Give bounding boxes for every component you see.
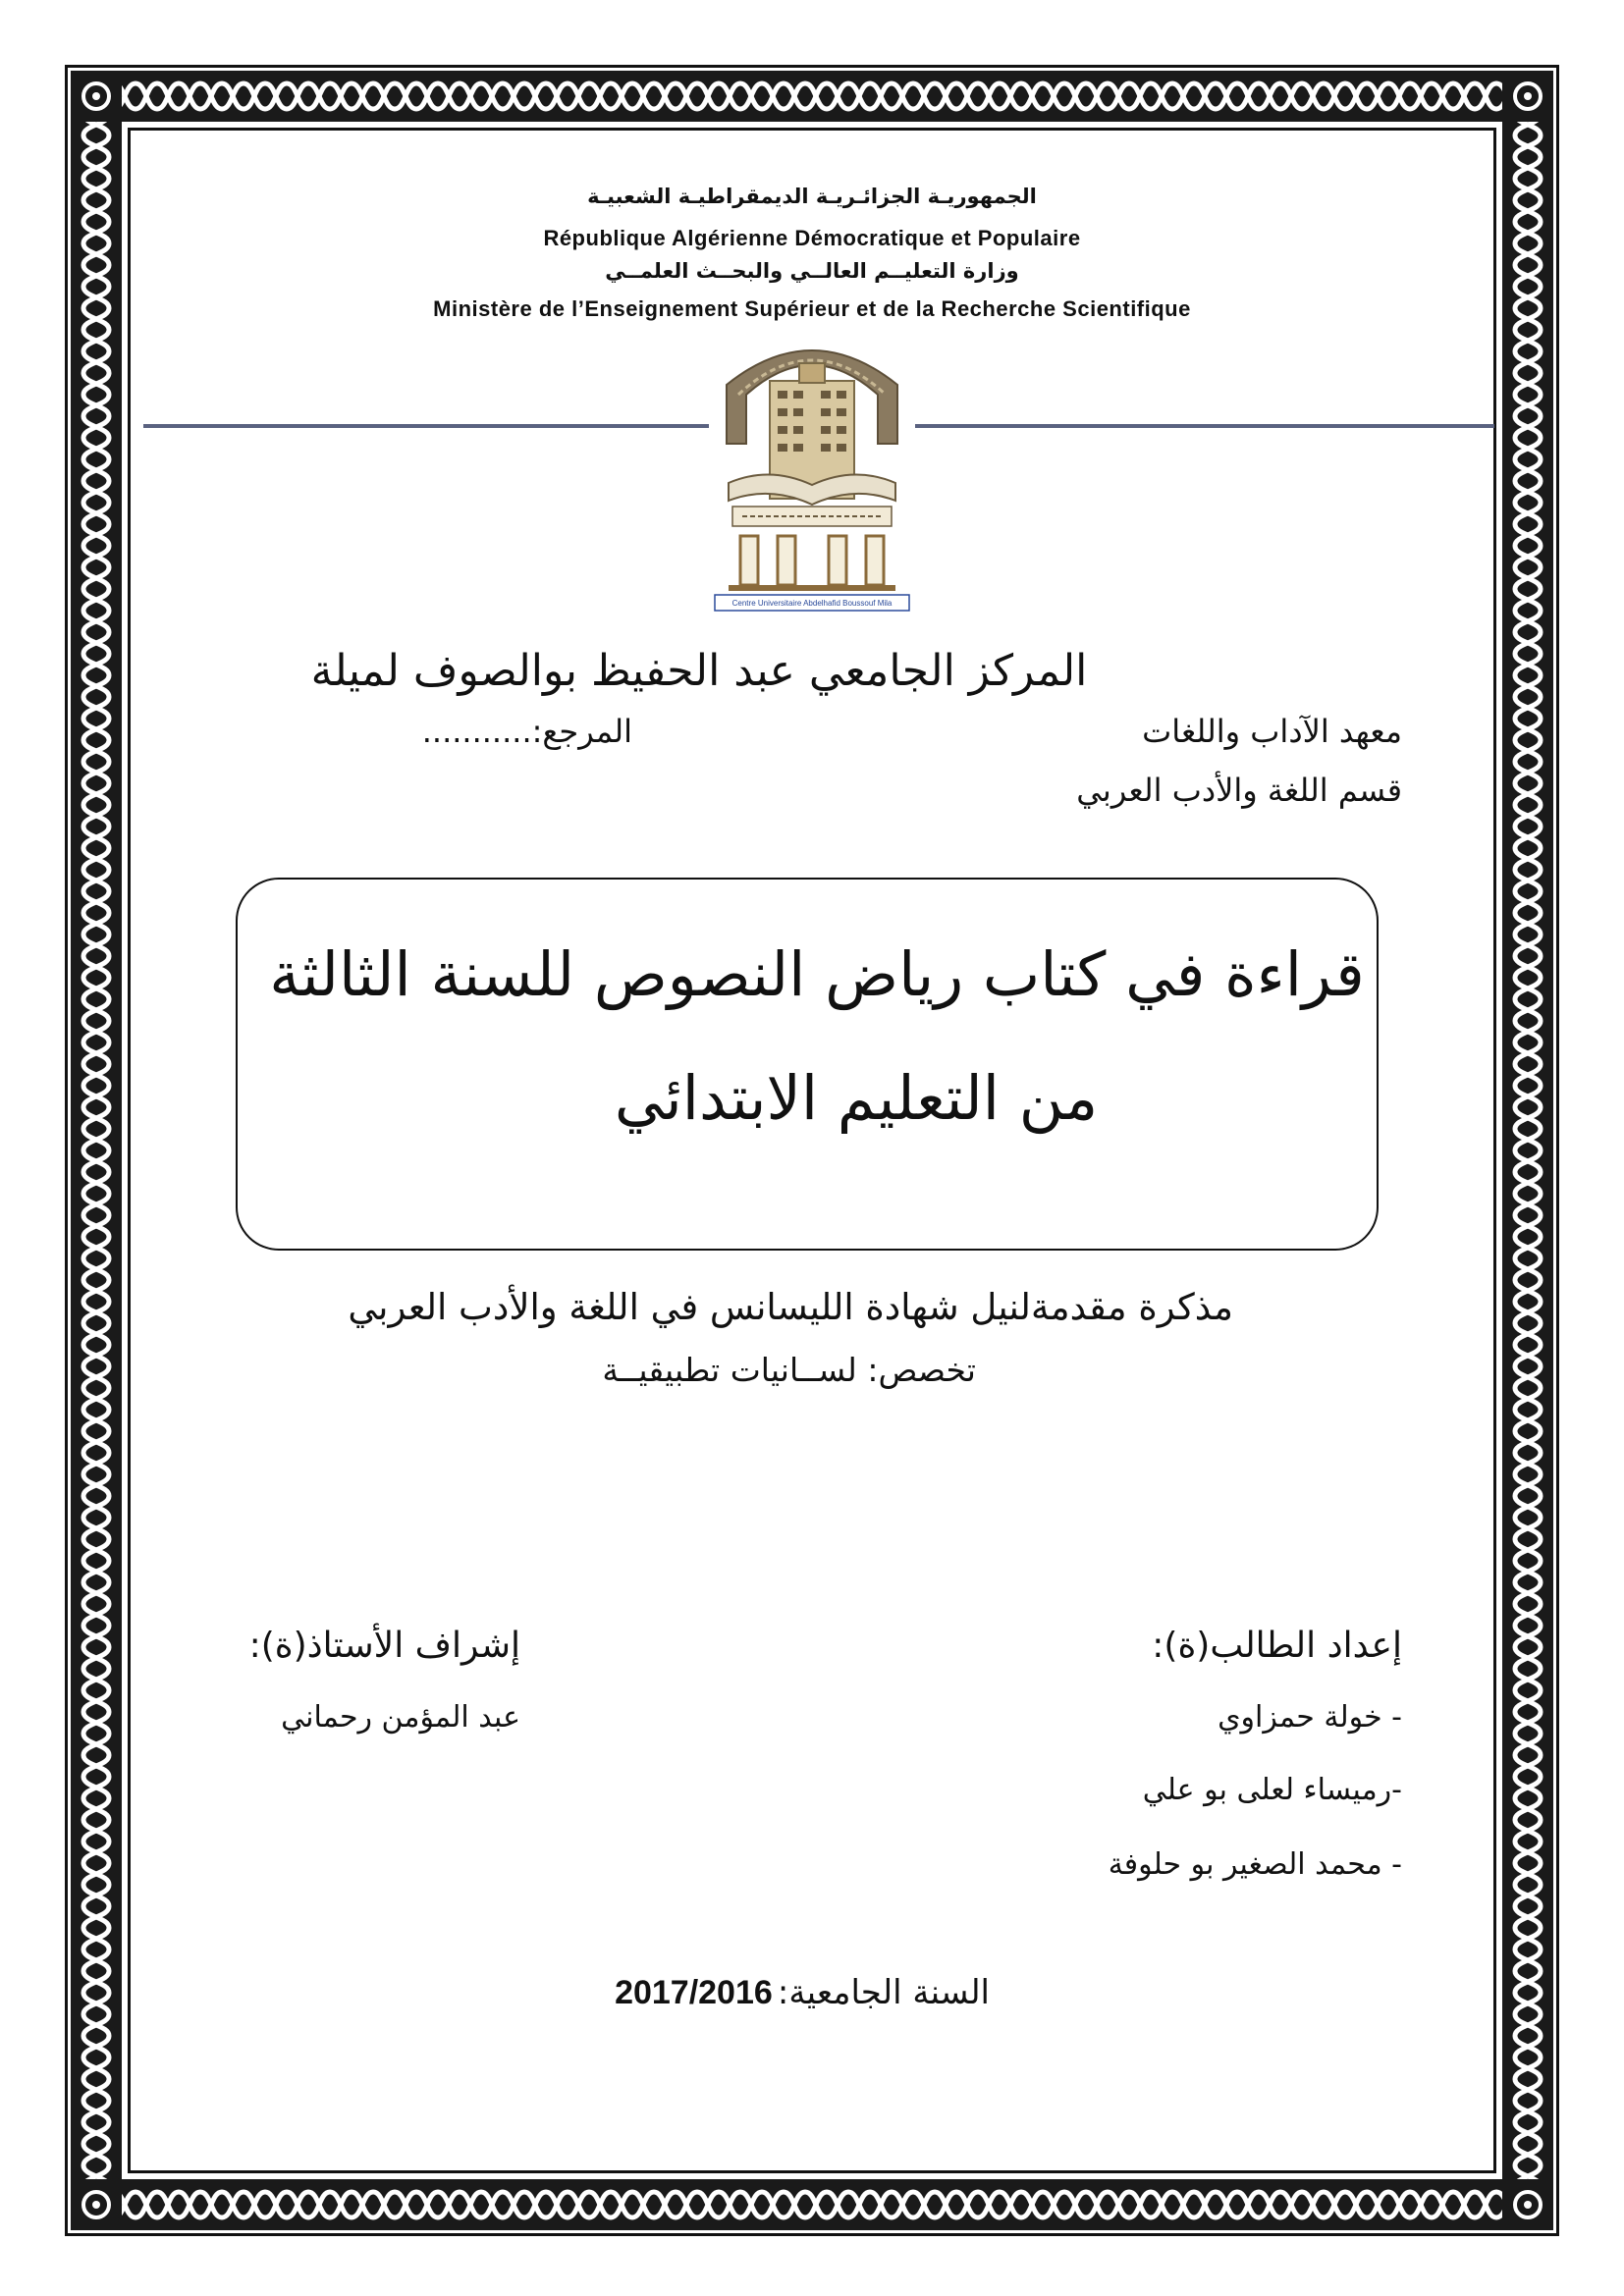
student-name: - خولة حمزاوي <box>1218 1700 1402 1735</box>
student-name: -رميساء لعلى بو علي <box>1142 1773 1402 1807</box>
university-center-name: المركز الجامعي عبد الحفيظ بوالصوف لميلة <box>310 646 1088 696</box>
border-band-left <box>71 71 122 2230</box>
border-corner-ornament <box>1502 71 1553 122</box>
border-chain-strand <box>1515 71 1541 2230</box>
border-band-right <box>1502 71 1553 2230</box>
degree-statement: مذكرة مقدمةلنيل شهادة الليسانس في اللغة والأدب العربي <box>348 1286 1233 1328</box>
border-band-bottom <box>71 2179 1553 2230</box>
department-name: قسم اللغة والأدب العربي <box>1076 772 1402 809</box>
supervisor-label: إشراف الأستاذ(ة): <box>248 1626 520 1666</box>
border-chain-strand <box>1515 71 1541 2230</box>
border-chain-strand <box>83 71 109 2230</box>
thesis-title-line-1: قراءة في كتاب رياض النصوص للسنة الثالثة <box>269 938 1365 1010</box>
student-name: - محمد الصغير بو حلوفة <box>1108 1847 1402 1882</box>
reference-field: المرجع:........... <box>421 713 632 750</box>
university-center-logo <box>709 326 915 613</box>
supervisor-name: عبد المؤمن رحماني <box>281 1700 520 1735</box>
border-corner-ornament <box>1502 2179 1553 2230</box>
university-logo-icon <box>709 326 915 613</box>
republic-name-french: République Algérienne Démocratique et Populaire <box>543 226 1081 250</box>
prepared-by-label: إعداد الطالب(ة): <box>1152 1626 1402 1666</box>
academic-year-value: 2017/2016 <box>615 1974 773 2011</box>
academic-year-label: السنة الجامعية: <box>777 1973 990 2012</box>
border-band-top <box>71 71 1553 122</box>
logo-caption: Centre Universitaire Abdelhafid Boussouf Mila <box>731 599 893 608</box>
border-corner-ornament <box>71 71 122 122</box>
specialty: تخصص: لســانيات تطبيقيــة <box>602 1351 976 1389</box>
academic-year <box>615 1973 990 2012</box>
thesis-title-line-2: من التعليم الابتدائي <box>614 1062 1099 1134</box>
institute-name: معهد الآداب واللغات <box>1142 713 1402 750</box>
thesis-title-box <box>236 878 1379 1251</box>
ministry-name-french: Ministère de l’Enseignement Supérieur et de la Recherche Scientifique <box>433 296 1191 321</box>
border-corner-ornament <box>71 2179 122 2230</box>
republic-name-arabic: الجمهوريـة الجزائـريـة الديمقراطيـة الشعبيـة <box>587 185 1037 208</box>
border-chain-strand <box>83 71 109 2230</box>
ministry-name-arabic: وزارة التعليــم العالــي والبحــث العلمــي <box>605 259 1019 283</box>
